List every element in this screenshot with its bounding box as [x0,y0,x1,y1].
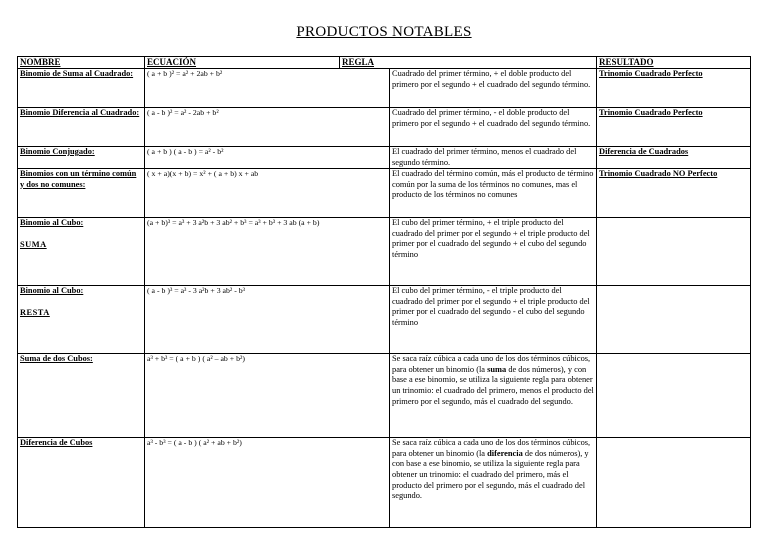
cell-name [18,286,145,354]
product-name: Binomios con un término común y dos no comunes: [20,169,137,189]
cell-result: Trinomio Cuadrado Perfecto [597,69,751,108]
cell-name [18,438,145,528]
cell-name [18,108,145,147]
product-name: Binomio Conjugado: [20,147,95,156]
table-row [18,354,751,438]
product-name: Diferencia de Cubos [20,438,93,448]
header-rule: REGLA [340,57,597,69]
table-body [18,69,751,528]
rule-emphasis: suma [487,364,507,374]
header-result: RESULTADO [597,57,751,69]
product-name: Binomio al Cubo: [20,218,84,228]
cell-name [18,354,145,438]
product-name: Suma de dos Cubos: [20,354,93,364]
rule-text: El cubo del primer término, + el triple producto del cuadrado del primer por el segundo + el triple producto del primer por el cuadrado del segundo + el cubo del segundo término [392,218,590,259]
table-row [18,147,751,169]
product-name: Binomio Diferencia al Cuadrado: [20,108,140,117]
cell-equation: (a + b)³ = a³ + 3 a²b + 3 ab² + b³ = a³ + b³ + 3 ab (a + b) [145,218,390,286]
table-row [18,108,751,147]
header-name: NOMBRE [18,57,145,69]
cell-result: Trinomio Cuadrado Perfecto [597,108,751,147]
cell-rule [390,147,597,169]
cell-equation: ( a - b )³ = a³ - 3 a²b + 3 ab² - b³ [145,286,390,354]
cell-rule [390,108,597,147]
cell-equation: ( x + a)(x + b) = x² + ( a + b) x + ab [145,169,390,218]
cell-equation: ( a + b ) ( a - b ) = a² - b² [145,147,390,169]
document-title: PRODUCTOS NOTABLES [296,24,472,40]
product-name: Binomio al Cubo: [20,286,84,296]
table-row [18,218,751,286]
rule-text: Se saca raíz cúbica a cada uno de los dos términos cúbicos, para obtener un binomio (la [392,354,591,374]
cell-name [18,169,145,218]
rule-text-continued: de dos números), y con base a ese binomio, se utiliza la siguiente regla para obtener un trinomio: el cuadrado del primero, menos el producto del primero por el segundo, más el cuadrado del segundo. [392,364,594,406]
cell-name [18,218,145,286]
product-name: Binomio de Suma al Cuadrado: [20,69,134,78]
cell-result [597,218,751,286]
cell-result [597,286,751,354]
cell-rule [390,354,597,438]
rule-text: El cuadrado del término común, más el producto de término común por la suma de los términos no comunes, mas el producto de los términos no comunes [392,169,594,200]
rule-text: Cuadrado del primer término, + el doble producto del primero por el segundo + el cuadrado del segundo término. [392,69,591,89]
cell-result [597,354,751,438]
cell-rule [390,218,597,286]
product-variant: SUMA [20,239,47,249]
rule-text: El cuadrado del primer término, menos el cuadrado del segundo término. [392,147,577,167]
table-row [18,169,751,218]
table-row [18,69,751,108]
cell-equation: a³ + b³ = ( a + b ) ( a² – ab + b²) [145,354,390,438]
cell-equation: a³ - b³ = ( a - b ) ( a² + ab + b²) [145,438,390,528]
rule-text: El cubo del primer término, - el triple producto del cuadrado del primer por el segundo + el triple producto del primer por el cuadrado del segundo - el cubo del segundo término [392,286,590,327]
rule-text: Cuadrado del primer término, - el doble producto del primero por el segundo + el cuadrado del segundo término. [392,108,591,128]
header-equation: ECUACIÓN [145,57,340,69]
cell-rule [390,169,597,218]
table-row [18,438,751,528]
cell-name [18,147,145,169]
cell-name [18,69,145,108]
cell-rule [390,438,597,528]
rule-text-continued: de dos números), y con base a ese binomio, se utiliza la siguiente regla para obtener un trinomio: el cuadrado del primero, más el producto del primero por el segundo, más el cuadrado del segundo. [392,448,589,501]
cell-result: Diferencia de Cuadrados [597,147,751,169]
cell-result: Trinomio Cuadrado NO Perfecto [597,169,751,218]
cell-result [597,438,751,528]
table-row [18,286,751,354]
product-variant: RESTA [20,307,50,317]
cell-rule [390,69,597,108]
products-table [17,56,751,528]
cell-equation: ( a + b )² = a² + 2ab + b² [145,69,390,108]
rule-emphasis: diferencia [487,448,523,458]
cell-rule [390,286,597,354]
rule-text: Se saca raíz cúbica a cada uno de los dos términos cúbicos, para obtener un binomio (la [392,438,591,458]
cell-equation: ( a - b )² = a² - 2ab + b² [145,108,390,147]
table-header-row [18,57,751,69]
